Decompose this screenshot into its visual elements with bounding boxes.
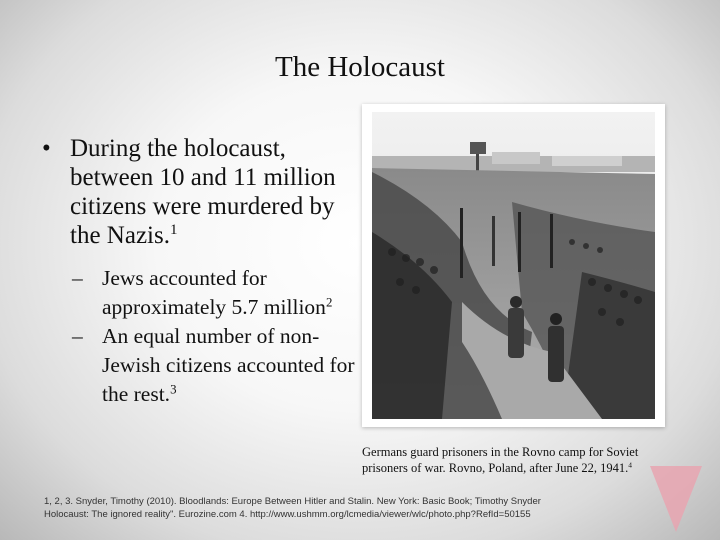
sub-bullet-text: Jews accounted for approximately 5.7 million [102, 266, 326, 319]
main-bullet [42, 134, 362, 250]
bullet-dash-icon: – [72, 266, 83, 290]
sub-bullet [72, 264, 362, 322]
reference-line: 1, 2, 3. Snyder, Timothy (2010). Bloodlands: Europe Between Hitler and Stalin. New York: Basic Book; Timothy Snyder [44, 496, 541, 507]
historical-photo [372, 112, 655, 419]
footnote-ref: 4 [628, 460, 633, 470]
reference-line: Holocaust: The ignored reality". Eurozine.com 4. http://www.ushmm.org/lcmedia/viewer/wlc/photo.php?RefId=50155 [44, 509, 531, 520]
photo-caption [362, 444, 682, 476]
main-bullet-text: During the holocaust, between 10 and 11 million citizens were murdered by the Nazis. [70, 135, 336, 249]
sub-bullet-list [72, 264, 362, 409]
sub-bullet [72, 322, 362, 409]
decorative-triangle-icon [650, 466, 702, 532]
slide-title: The Holocaust [275, 51, 445, 83]
caption-text: Germans guard prisoners in the Rovno camp for Soviet prisoners of war. Rovno, Poland, after June 22, 1941. [362, 445, 639, 475]
footnote-ref: 2 [325, 295, 333, 310]
bullet-dash-icon: – [72, 324, 83, 348]
footnote-ref: 3 [170, 382, 177, 397]
bullet-list [42, 134, 362, 409]
references-footer [44, 495, 664, 521]
photo-frame [362, 104, 665, 427]
sub-bullet-text: An equal number of non-Jewish citizens accounted for the rest. [102, 324, 355, 406]
footnote-ref: 1 [169, 222, 178, 238]
bullet-dot-icon: • [42, 135, 51, 162]
